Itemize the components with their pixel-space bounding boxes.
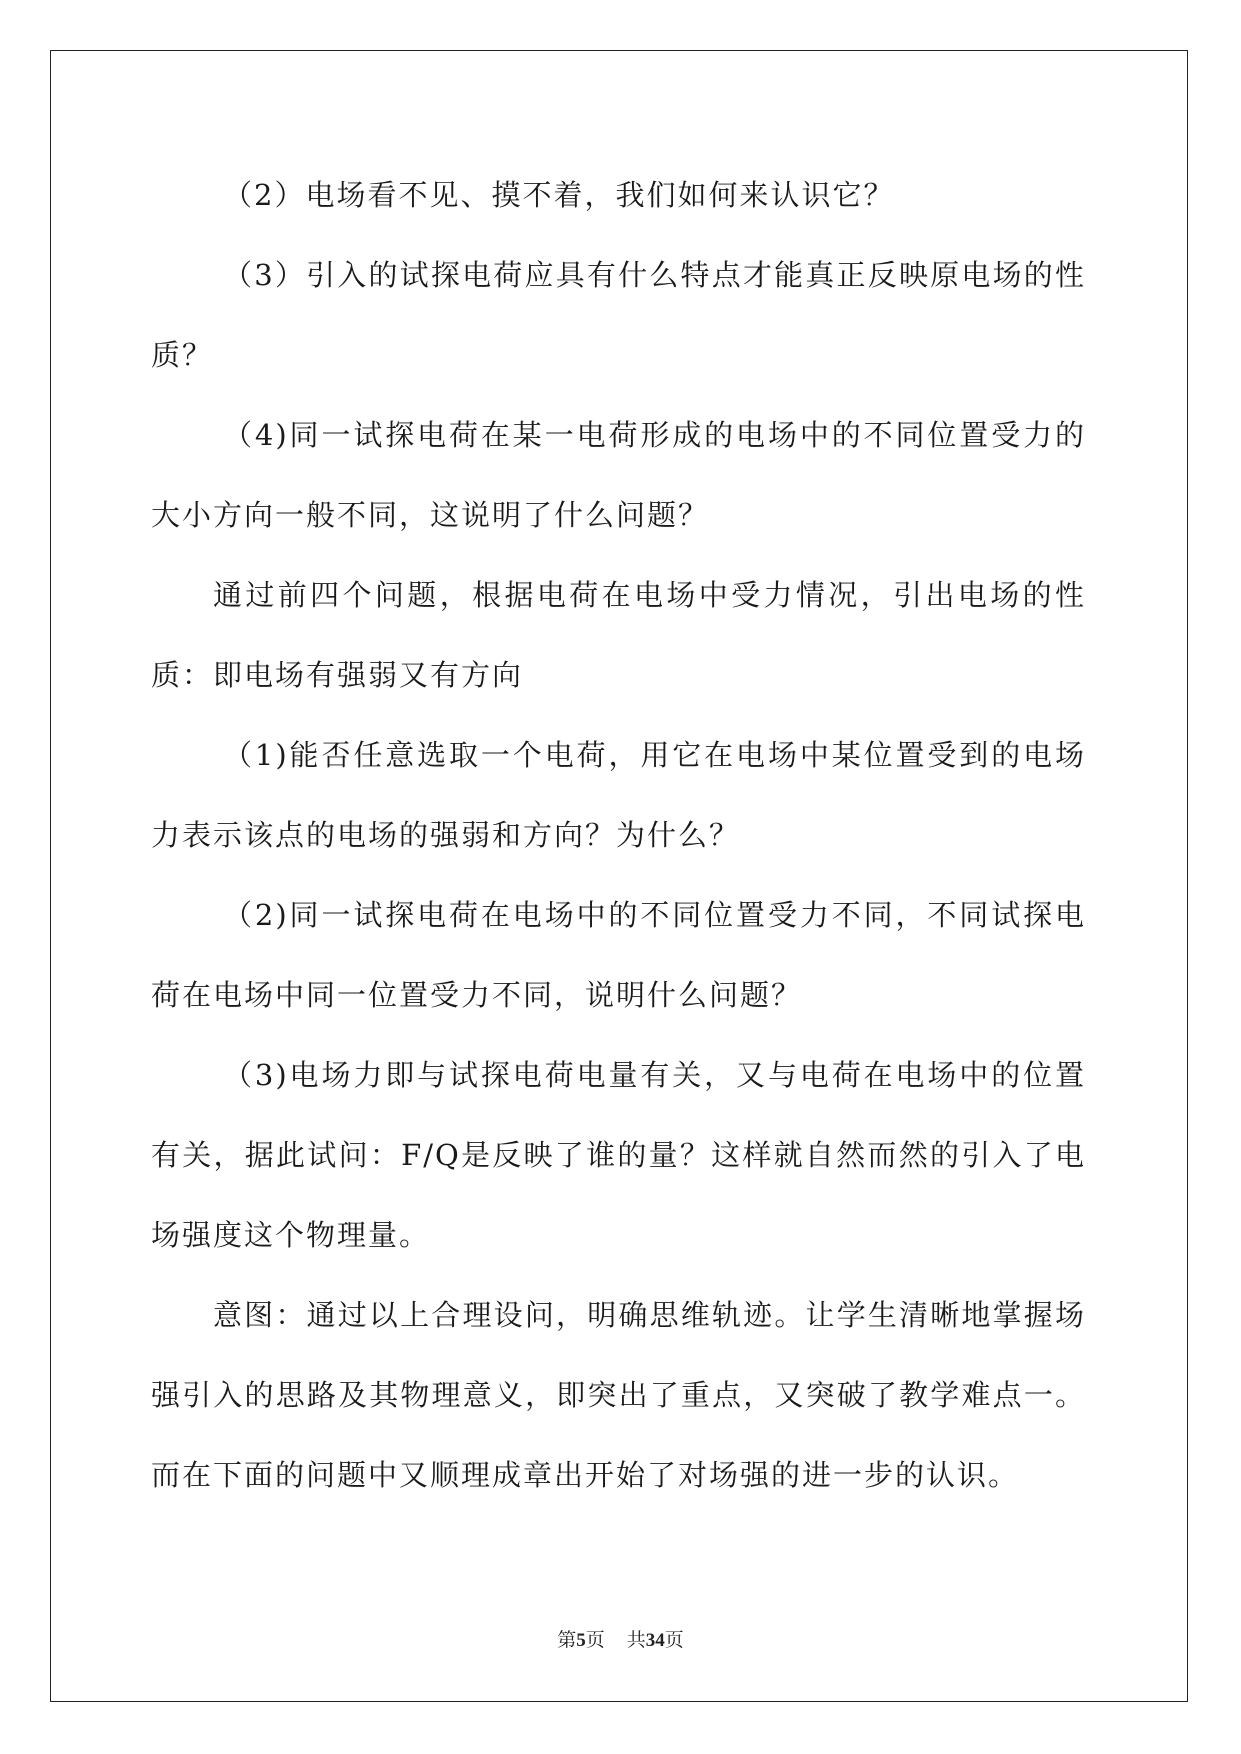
paragraph-intent: 意图：通过以上合理设问，明确思维轨迹。让学生清晰地掌握场强引入的思路及其物理意义，即突出了重点，又突破了教学难点一。而在下面的问题中又顺理成章出开始了对场强的进一步的认识。 — [151, 1298, 1086, 1492]
footer-total-pages: 34 — [645, 1630, 665, 1651]
page-footer — [0, 1625, 1241, 1652]
footer-page-prefix: 第 — [557, 1630, 577, 1651]
footer-total-prefix: 共 — [626, 1630, 646, 1651]
document-body — [151, 155, 1086, 1515]
paragraph-summary: 通过前四个问题，根据电荷在电场中受力情况，引出电场的性质：即电场有强弱又有方向 — [151, 578, 1086, 692]
paragraph-question-2b: （2)同一试探电荷在电场中的不同位置受力不同，不同试探电荷在电场中同一位置受力不同，说明什么问题？ — [151, 898, 1086, 1012]
paragraph-question-1: （1)能否任意选取一个电荷，用它在电场中某位置受到的电场力表示该点的电场的强弱和方向？为什么？ — [151, 738, 1086, 852]
paragraph-question-2a: （2）电场看不见、摸不着，我们如何来认识它？ — [223, 178, 895, 212]
footer-page-number: 5 — [576, 1630, 586, 1651]
paragraph-question-3b: （3)电场力即与试探电荷电量有关，又与电荷在电场中的位置有关，据此试问：F/Q是反映了谁的量？这样就自然而然的引入了电场强度这个物理量。 — [151, 1058, 1086, 1252]
footer-total-suffix: 页 — [664, 1630, 684, 1651]
paragraph-question-4: （4)同一试探电荷在某一电荷形成的电场中的不同位置受力的大小方向一般不同，这说明了什么问题？ — [151, 418, 1086, 532]
footer-page-suffix: 页 — [585, 1630, 605, 1651]
paragraph-question-3a: （3）引入的试探电荷应具有什么特点才能真正反映原电场的性质？ — [151, 258, 1086, 372]
